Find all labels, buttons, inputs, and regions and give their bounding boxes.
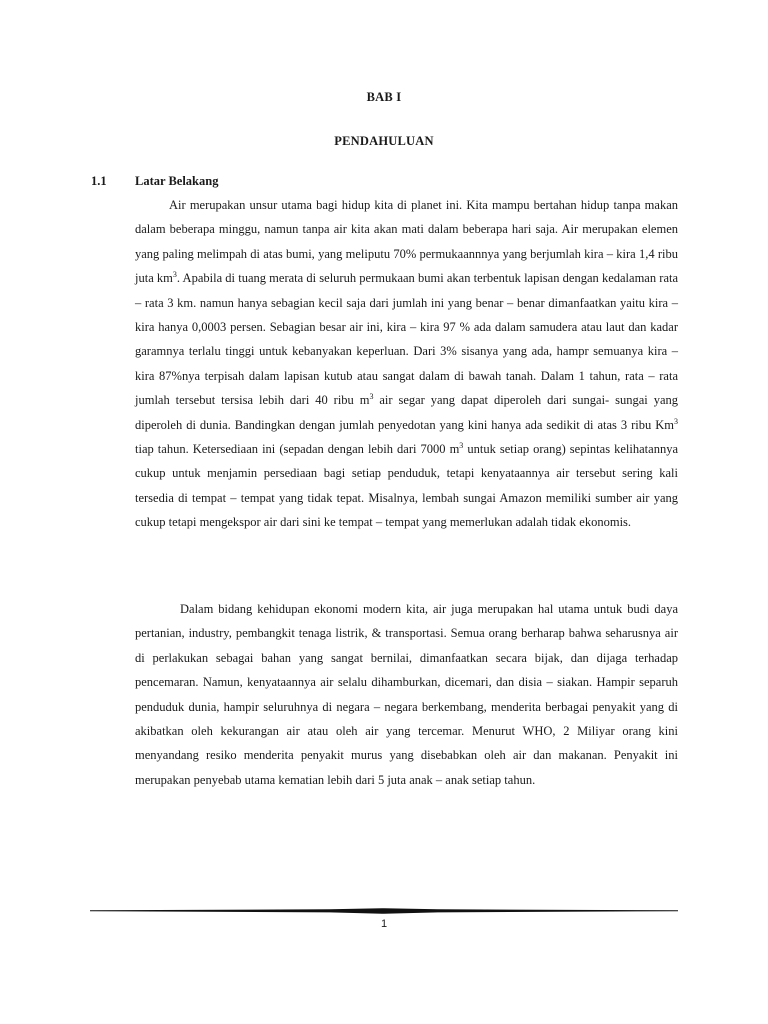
paragraph-1-part-2: . Apabila di tuang merata di seluruh permukaan bumi akan terbentuk lapisan dengan kedalaman rata – rata 3 km. namun hanya sebagian kecil saja dari jumlah ini yang benar – benar dimanfaatkan yaitu kira – kira hanya 0,0003 persen. Sebagian besar air ini, kira – kira 97 % ada dalam samudera atau laut dan kadar garamnya terlalu tinggi untuk kebanyakan keperluan. Dari 3% sisanya yang ada, hampr semuanya kira – kira 87%nya terpisah dalam lapisan kutub atau sangat dalam di bawah tanah. Dalam 1 tahun, rata – rata jumlah tersebut tersisa lebih dari 40 ribu m [135,271,679,408]
superscript: 3 [674,416,678,426]
chapter-label: BAB I [366,90,402,104]
paragraph-1-part-4: tiap tahun. Ketersediaan ini (sepadan dengan lebih dari 7000 m [135,442,460,457]
paragraph-2 [135,597,678,792]
paragraph-2-text: Dalam bidang kehidupan ekonomi modern kita, air juga merupakan hal utama untuk budi daya pertanian, industry, pembangkit tenaga listrik, & transportasi. Semua orang berharap bahwa seharusnya air di perlakukan sebagai bahan yang sangat bernilai, dimanfaatkan secara bijak, dan dijaga terhadap pencemaran. Namun, kenyataannya air selalu dihamburkan, dicemari, dan disia – siakan. Hampir separuh penduduk dunia, hampir seluruhnya di negara – negara berkembang, menderita berbagai penyakit yang di akibatkan oleh kekurangan air atau oleh air yang tercemar. Menurut WHO, 2 Miliyar orang kini menyandang resiko menderita penyakit murus yang disebabkan oleh air dan makanan. Penyakit ini merupakan penyebab utama kematian lebih dari 5 juta anak – anak setiap tahun. [135,602,678,787]
footer-divider [90,904,678,918]
section-number: 1.1 [91,174,107,188]
superscript: 3 [369,392,374,402]
paragraph-1 [135,193,678,535]
paragraph-1-part-5: untuk setiap orang) sepintas kelihatannya cukup untuk menjamin persediaan bagi setiap penduduk, tetapi kenyataannya air tersebut sering kali tersedia di tempat – tempat yang tidak tepat. Misalnya, lembah sungai Amazon memiliki sumber air yang cukup tetapi mengekspor air dari sini ke tempat – tempat yang memerlukan adalah tidak ekonomis. [135,442,678,530]
chapter-title: PENDAHULUAN [334,134,434,148]
paragraph-1-part-3: air segar yang dapat diperoleh dari sungai- sungai yang diperoleh di dunia. Bandingkan dengan jumlah penyedotan yang kini hanya ada sedikit di atas 3 ribu Km [135,393,678,432]
paragraph-1-part-1: Air merupakan unsur utama bagi hidup kita di planet ini. Kita mampu bertahan hidup tanpa makan dalam beberapa minggu, namun tanpa air kita akan mati dalam beberapa hari saja. Air merupakan elemen yang paling melimpah di atas bumi, yang meliputu 70% permukaannnya yang berjumlah kira – kira 1,4 ribu juta km [135,198,678,286]
page-number: 1 [380,918,388,930]
section-title: Latar Belakang [135,174,219,188]
superscript: 3 [172,270,177,280]
superscript: 3 [459,441,464,451]
